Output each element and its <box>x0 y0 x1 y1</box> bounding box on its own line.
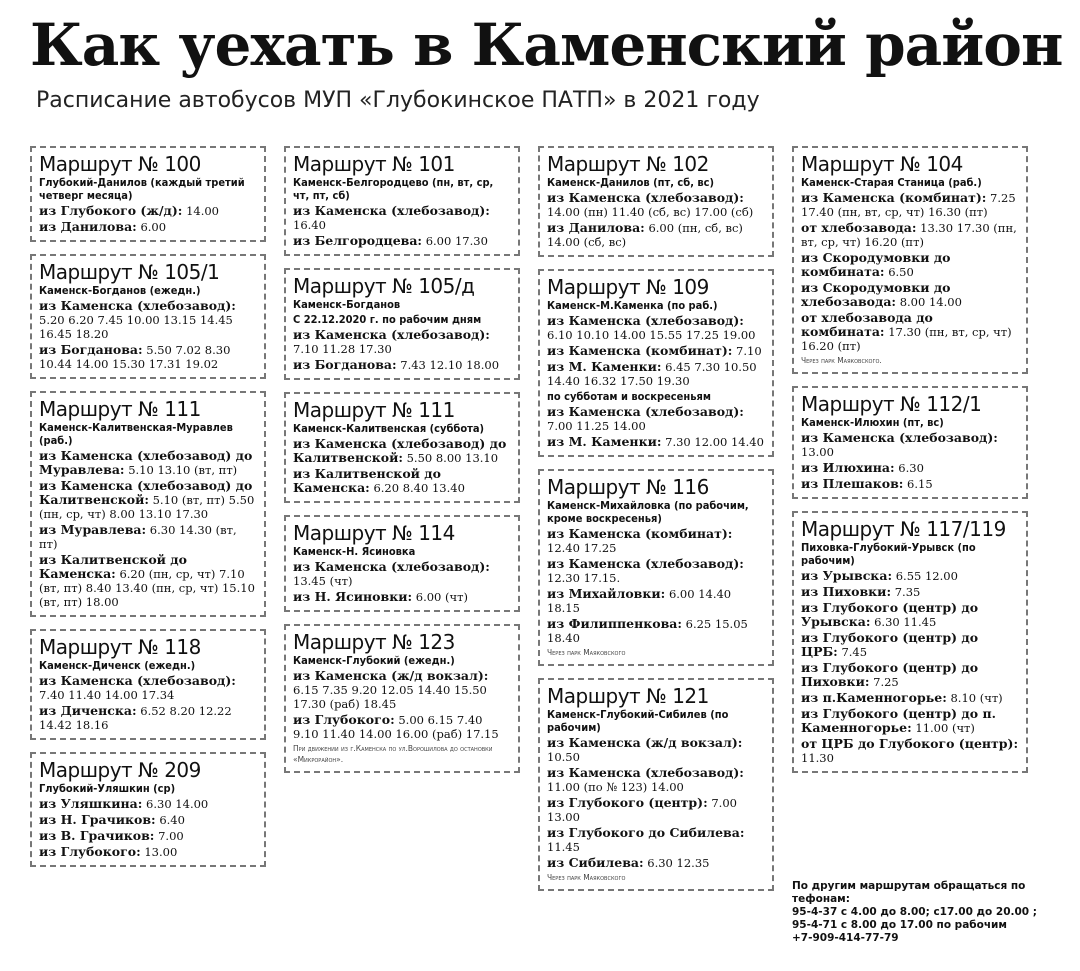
route-box <box>792 386 1028 499</box>
schedule-line <box>547 766 765 794</box>
departure-point: из Каменска (хлебозавод) до Муравлева: <box>39 448 253 477</box>
departure-times: 13.45 (чт) <box>293 574 353 588</box>
departure-point: из Каменска (хлебозавод): <box>547 313 744 328</box>
schedule-line <box>547 557 765 585</box>
departure-times: 6.15 <box>907 477 933 491</box>
schedule-line <box>547 221 765 249</box>
departure-times: 7.40 11.40 14.00 17.34 <box>39 688 175 702</box>
departure-times: 13.30 17.30 (пн, вт, ср, чт) 16.20 (пт) <box>801 221 1017 249</box>
departure-point: из Пиховки: <box>801 584 892 599</box>
route-stops: Каменск-Богданов <box>293 298 401 311</box>
schedule-line <box>293 313 511 326</box>
route-number: Маршрут № 109 <box>547 275 709 299</box>
departure-times: 6.30 <box>898 461 924 475</box>
route-box <box>30 254 266 379</box>
schedule-column <box>30 146 266 879</box>
departure-times: 14.00 <box>186 204 219 218</box>
departure-point: из Муравлева: <box>39 522 147 537</box>
schedule-line <box>801 737 1019 765</box>
departure-point: из Н. Ясиновки: <box>293 589 413 604</box>
departure-times: 6.00 (чт) <box>415 590 468 604</box>
departure-times: 7.43 12.10 18.00 <box>400 358 500 372</box>
departure-point: из Каменска (хлебозавод): <box>293 203 490 218</box>
phones-line-1: 95-4-37 с 4.00 до 8.00; с17.00 до 20.00 ; <box>792 906 1037 918</box>
route-stops: Каменск-Глубокий-Сибилев (по рабочим) <box>547 708 729 734</box>
route-stops: Каменск-Калитвенская (суббота) <box>293 422 485 435</box>
schedule-subheading: по субботам и воскресеньям <box>547 390 711 403</box>
departure-point: из Глубокого до Сибилева: <box>547 825 745 840</box>
route-stops: Каменск-Данилов (пт, сб, вс) <box>547 176 715 189</box>
departure-point: из Калитвенской до Каменска: <box>39 552 187 581</box>
phones-intro: По другим маршрутам обращаться по тефонам: <box>792 880 1026 905</box>
departure-point: из М. Каменки: <box>547 434 662 449</box>
departure-times: 6.30 12.35 <box>647 856 710 870</box>
route-box <box>30 391 266 617</box>
departure-point: из Урывска: <box>801 568 893 583</box>
departure-times: 6.52 8.20 12.22 14.42 18.16 <box>39 704 232 732</box>
route-stops: Пиховка-Глубокий-Урывск (по рабочим) <box>801 541 976 567</box>
departure-point: из Данилова: <box>547 220 645 235</box>
route-box <box>538 146 774 257</box>
route-box <box>284 146 520 256</box>
departure-point: из Филиппенкова: <box>547 616 682 631</box>
departure-times: 7.35 <box>894 585 921 599</box>
route-stops: Глубокий-Уляшкин (ср) <box>39 782 176 795</box>
departure-point: из Диченска: <box>39 703 137 718</box>
schedule-line <box>801 221 1019 249</box>
route-number: Маршрут № 117/119 <box>801 517 1006 541</box>
page-title: Как уехать в Каменский район <box>30 11 1063 79</box>
route-box <box>538 469 774 666</box>
departure-point: из Богданова: <box>39 342 143 357</box>
departure-times: 6.00 14.40 18.15 <box>547 587 732 615</box>
route-stops: Каменск-Н. Ясиновка <box>293 545 416 558</box>
route-number: Маршрут № 100 <box>39 152 201 176</box>
route-number: Маршрут № 116 <box>547 475 709 499</box>
route-box <box>30 752 266 867</box>
schedule-line <box>801 585 1019 599</box>
departure-times: 5.10 13.10 (вт, пт) <box>128 463 238 477</box>
route-stops: Глубокий-Данилов (каждый третий четверг месяца) <box>39 176 245 202</box>
schedule-line <box>293 204 511 232</box>
route-box <box>538 678 774 891</box>
departure-point: из Каменска (хлебозавод): <box>293 559 490 574</box>
departure-times: 6.00 <box>140 220 167 234</box>
departure-times: 7.00 <box>158 829 184 843</box>
departure-times: 8.00 14.00 <box>899 295 962 309</box>
departure-point: из Данилова: <box>39 219 137 234</box>
route-number: Маршрут № 104 <box>801 152 963 176</box>
schedule-line <box>547 587 765 615</box>
route-number: Маршрут № 111 <box>293 398 455 422</box>
schedule-line <box>39 829 257 843</box>
departure-times: 5.50 7.02 8.30 10.44 14.00 15.30 17.31 19.02 <box>39 343 231 371</box>
departure-point: от хлебозавода: <box>801 220 917 235</box>
departure-times: 6.45 7.30 10.50 14.40 16.32 17.50 19.30 <box>547 360 757 388</box>
schedule-line <box>801 281 1019 309</box>
route-number: Маршрут № 209 <box>39 758 201 782</box>
route-stops: Каменск-Диченск (ежедн.) <box>39 659 196 672</box>
schedule-line <box>39 704 257 732</box>
schedule-line <box>39 813 257 827</box>
schedule-line <box>547 344 765 358</box>
departure-times: 6.30 14.30 (вт, пт) <box>39 523 237 551</box>
departure-point: из Глубокого (центр) до ЦРБ: <box>801 630 979 659</box>
schedule-line <box>801 631 1019 659</box>
schedule-column <box>538 146 774 903</box>
schedule-line <box>547 736 765 764</box>
schedule-line <box>801 661 1019 689</box>
route-stops: Каменск-Калитвенская-Муравлев (раб.) <box>39 421 233 447</box>
schedule-line <box>293 328 511 356</box>
route-box <box>30 146 266 242</box>
departure-times: 7.10 11.28 17.30 <box>293 342 392 356</box>
route-stops: Каменск-Илюхин (пт, вс) <box>801 416 944 429</box>
departure-times: 6.50 <box>888 265 914 279</box>
departure-times: 14.00 (пн) 11.40 (сб, вс) 17.00 (сб) <box>547 205 754 219</box>
schedule-column <box>792 146 1028 785</box>
schedule-line <box>547 796 765 824</box>
departure-point: из Илюхина: <box>801 460 895 475</box>
route-box <box>284 624 520 773</box>
departure-times: 6.30 11.45 <box>874 615 937 629</box>
departure-point: из Каменска (хлебозавод): <box>547 765 744 780</box>
route-stops: Каменск-Богданов (ежедн.) <box>39 284 201 297</box>
departure-point: из Скородумовки до комбината: <box>801 250 951 279</box>
departure-times: 6.30 14.00 <box>146 797 209 811</box>
departure-times: 7.30 12.00 14.40 <box>665 435 764 449</box>
departure-times: 6.20 8.40 13.40 <box>373 481 465 495</box>
route-number: Маршрут № 105/д <box>293 274 475 298</box>
departure-times: 6.40 <box>159 813 185 827</box>
route-number: Маршрут № 123 <box>293 630 455 654</box>
departure-times: 7.00 11.25 14.00 <box>547 419 646 433</box>
schedule-line <box>39 449 257 477</box>
departure-point: из Уляшкина: <box>39 796 143 811</box>
schedule-line <box>293 467 511 495</box>
schedule-line <box>801 431 1019 459</box>
departure-point: из Калитвенской до Каменска: <box>293 466 441 495</box>
route-note: Через парк Маяковского <box>547 648 626 657</box>
departure-times: 7.10 <box>736 344 762 358</box>
schedule-subheading: С 22.12.2020 г. по рабочим дням <box>293 313 482 326</box>
schedule-line <box>39 299 257 341</box>
route-number: Маршрут № 112/1 <box>801 392 982 416</box>
departure-times: 12.30 17.15. <box>547 571 621 585</box>
page-subtitle: Расписание автобусов МУП «Глубокинское ПАТП» в 2021 году <box>36 88 760 113</box>
departure-point: из Каменска (хлебозавод): <box>801 430 998 445</box>
departure-times: 17.30 (пн, вт, ср, чт) 16.20 (пт) <box>801 325 1012 353</box>
route-stops: Каменск-М.Каменка (по раб.) <box>547 299 718 312</box>
departure-times: 5.00 6.15 7.40 9.10 11.40 14.00 16.00 (раб) 17.15 <box>293 713 499 741</box>
schedule-line <box>293 560 511 588</box>
departure-point: из Каменска (хлебозавод): <box>547 190 744 205</box>
departure-times: 7.25 17.40 (пн, вт, ср, чт) 16.30 (пт) <box>801 191 1016 219</box>
route-box <box>284 515 520 612</box>
departure-point: из Каменска (хлебозавод) до Калитвенской: <box>39 478 253 507</box>
route-box <box>284 392 520 503</box>
departure-times: 6.15 7.35 9.20 12.05 14.40 15.50 17.30 (раб) 18.45 <box>293 683 487 711</box>
route-box <box>792 511 1028 773</box>
departure-times: 13.00 <box>801 445 834 459</box>
route-number: Маршрут № 121 <box>547 684 709 708</box>
schedule-line <box>39 343 257 371</box>
schedule-line <box>39 523 257 551</box>
schedule-line <box>801 569 1019 583</box>
schedule-line <box>293 713 511 741</box>
schedule-line <box>547 390 765 403</box>
departure-times: 6.00 17.30 <box>425 234 488 248</box>
route-number: Маршрут № 114 <box>293 521 455 545</box>
departure-point: из Каменска (комбинат): <box>547 526 733 541</box>
departure-times: 6.55 12.00 <box>895 569 958 583</box>
schedule-line <box>293 234 511 248</box>
route-note: При движении из г.Каменска по ул.Ворошилова до остановки «Микрорайон». <box>293 744 493 764</box>
departure-times: 13.00 <box>144 845 178 859</box>
schedule-line <box>547 191 765 219</box>
schedule-line <box>39 553 257 609</box>
departure-times: 11.30 <box>801 751 834 765</box>
departure-times: 7.45 <box>841 645 868 659</box>
departure-point: из Скородумовки до хлебозавода: <box>801 280 951 309</box>
departure-point: из Каменска (хлебозавод): <box>39 298 236 313</box>
departure-point: из Глубокого (центр) до п. Каменногорье: <box>801 706 996 735</box>
schedule-line <box>547 617 765 645</box>
schedule-line <box>547 826 765 854</box>
schedule-line <box>547 527 765 555</box>
departure-times: 6.25 15.05 18.40 <box>547 617 748 645</box>
departure-times: 5.10 (вт, пт) 5.50 (пн, ср, чт) 8.00 13.10 17.30 <box>39 493 255 521</box>
schedule-line <box>39 220 257 234</box>
schedule-line <box>547 314 765 342</box>
schedule-line <box>293 358 511 372</box>
departure-point: из Каменска (комбинат): <box>547 343 733 358</box>
departure-point: из Каменска (ж/д вокзал): <box>547 735 743 750</box>
departure-times: 12.40 17.25 <box>547 541 617 555</box>
departure-point: из В. Грачиков: <box>39 828 155 843</box>
departure-point: из Каменска (комбинат): <box>801 190 987 205</box>
route-box <box>284 268 520 380</box>
route-note: Через парк Маяковского. <box>801 356 882 365</box>
departure-point: из Глубокого (центр) до Урывска: <box>801 600 979 629</box>
departure-point: из Глубокого (ж/д): <box>39 203 183 218</box>
departure-times: 5.50 8.00 13.10 <box>406 451 499 465</box>
schedule-line <box>801 707 1019 735</box>
route-stops: Каменск-Белгородцево (пн, вт, ср, чт, пт, сб) <box>293 176 494 202</box>
schedule-line <box>547 435 765 449</box>
route-box <box>792 146 1028 374</box>
schedule-line <box>801 601 1019 629</box>
route-number: Маршрут № 102 <box>547 152 709 176</box>
departure-point: из Михайловки: <box>547 586 666 601</box>
departure-point: из Каменска (хлебозавод): <box>547 404 744 419</box>
phones-line-3: +7-909-414-77-79 <box>792 932 899 944</box>
departure-times: 7.25 <box>873 675 899 689</box>
departure-point: из Каменска (хлебозавод): <box>547 556 744 571</box>
departure-times: 6.00 (пн, сб, вс) 14.00 (сб, вс) <box>547 221 743 249</box>
departure-times: 6.20 (пн, ср, чт) 7.10 (вт, пт) 8.40 13.40 (пн, ср, чт) 15.10 (вт, пт) 18.00 <box>39 567 255 609</box>
contact-phones <box>792 880 1042 945</box>
route-box <box>538 269 774 457</box>
schedule-line <box>39 797 257 811</box>
departure-times: 11.00 (чт) <box>915 721 975 735</box>
schedule-line <box>801 191 1019 219</box>
departure-times: 6.10 10.10 14.00 15.55 17.25 19.00 <box>547 328 756 342</box>
departure-point: из п.Каменногорье: <box>801 690 947 705</box>
departure-point: из Каменска (ж/д вокзал): <box>293 668 489 683</box>
route-number: Маршрут № 118 <box>39 635 201 659</box>
departure-point: из Н. Грачиков: <box>39 812 156 827</box>
departure-point: из Глубокого: <box>39 844 141 859</box>
schedule-line <box>39 479 257 521</box>
departure-times: 10.50 <box>547 750 580 764</box>
departure-point: из Глубокого: <box>293 712 395 727</box>
route-number: Маршрут № 111 <box>39 397 201 421</box>
schedule-line <box>801 251 1019 279</box>
departure-times: 7.00 13.00 <box>547 796 737 824</box>
departure-times: 5.20 6.20 7.45 10.00 13.15 14.45 16.45 18.20 <box>39 313 233 341</box>
route-number: Маршрут № 105/1 <box>39 260 220 284</box>
schedule-line <box>293 669 511 711</box>
schedule-line <box>39 204 257 218</box>
schedule-line <box>547 360 765 388</box>
schedule-line <box>39 674 257 702</box>
departure-point: из Богданова: <box>293 357 397 372</box>
schedule-line <box>547 856 765 870</box>
route-number: Маршрут № 101 <box>293 152 455 176</box>
schedule-line <box>547 405 765 433</box>
schedule-line <box>293 590 511 604</box>
schedule-line <box>801 477 1019 491</box>
departure-times: 8.10 (чт) <box>950 691 1003 705</box>
departure-point: из Сибилева: <box>547 855 644 870</box>
schedule-line <box>801 691 1019 705</box>
schedule-line <box>39 845 257 859</box>
route-stops: Каменск-Михайловка (по рабочим, кроме воскресенья) <box>547 499 749 525</box>
departure-point: от ЦРБ до Глубокого (центр): <box>801 736 1019 751</box>
departure-times: 11.45 <box>547 840 580 854</box>
schedule-column <box>284 146 520 785</box>
phones-line-2: 95-4-71 с 8.00 до 17.00 по рабочим <box>792 919 1007 931</box>
route-stops: Каменск-Глубокий (ежедн.) <box>293 654 455 667</box>
departure-point: от хлебозавода до комбината: <box>801 310 933 339</box>
departure-point: из Каменска (хлебозавод): <box>39 673 236 688</box>
departure-point: из Белгородцева: <box>293 233 423 248</box>
departure-point: из М. Каменки: <box>547 359 662 374</box>
departure-point: из Каменска (хлебозавод): <box>293 327 490 342</box>
schedule-line <box>801 461 1019 475</box>
route-stops: Каменск-Старая Станица (раб.) <box>801 176 982 189</box>
route-note: Через парк Маяковского <box>547 873 626 882</box>
departure-times: 16.40 <box>293 218 326 232</box>
schedule-line <box>293 437 511 465</box>
schedule-line <box>801 311 1019 353</box>
route-box <box>30 629 266 740</box>
departure-point: из Плешаков: <box>801 476 904 491</box>
departure-point: из Глубокого (центр): <box>547 795 708 810</box>
departure-point: из Глубокого (центр) до Пиховки: <box>801 660 979 689</box>
departure-point: из Каменска (хлебозавод) до Калитвенской: <box>293 436 507 465</box>
departure-times: 11.00 (по № 123) 14.00 <box>547 780 684 794</box>
